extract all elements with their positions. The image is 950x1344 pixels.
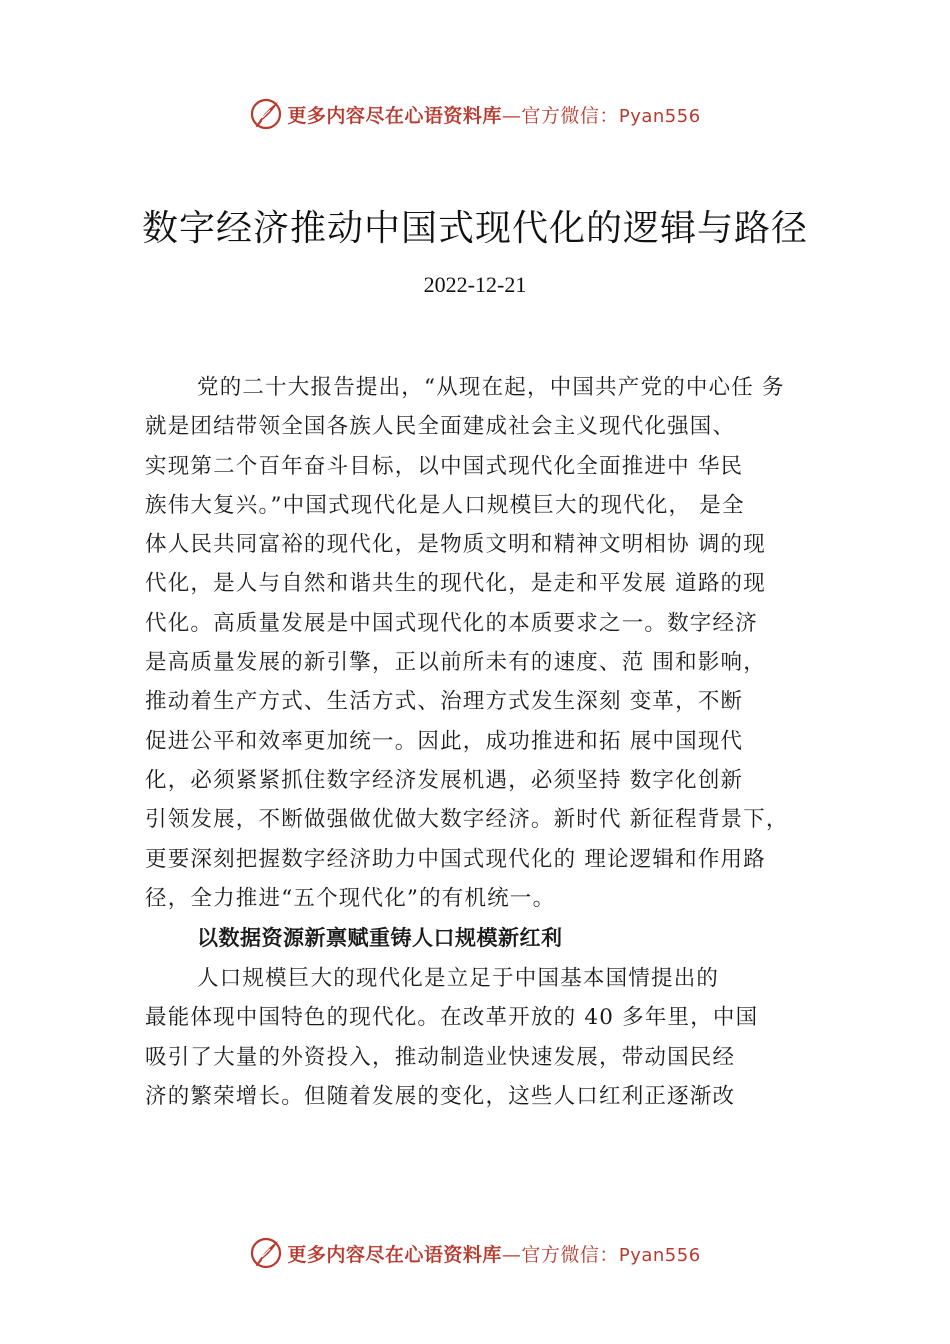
banner-site-name: 更多内容尽在心语资料库 <box>287 104 502 127</box>
quill-logo-icon <box>249 97 283 131</box>
document-date: 2022-12-21 <box>423 272 527 297</box>
paragraph-1 <box>145 368 835 918</box>
text-line: 人口规模巨大的现代化是立足于中国基本国情提出的 <box>197 966 720 992</box>
banner-wechat-id: Pyan556 <box>618 1244 701 1266</box>
text-line: 是高质量发展的新引擎，正以前所未有的速度、范 围和影响， <box>145 650 766 676</box>
text-line: 化，必须紧紧抓住数字经济发展机遇，必须坚持 数字化创新 <box>145 767 744 793</box>
text-line: 最能体现中国特色的现代化。在改革开放的 40 多年里，中国 <box>145 1005 759 1031</box>
text-line: 更要深刻把握数字经济助力中国式现代化的 理论逻辑和作用路 <box>145 846 766 872</box>
document-title: 数字经济推动中国式现代化的逻辑与路径 <box>141 208 808 249</box>
banner-wechat-label: 官方微信： <box>521 1243 619 1266</box>
quill-logo-icon <box>249 1236 283 1270</box>
banner-separator: — <box>501 104 522 127</box>
paragraph-2 <box>145 959 835 1116</box>
text-line: 代化，是人与自然和谐共生的现代化，是走和平发展 道路的现 <box>145 571 766 597</box>
section-heading: 以数据资源新禀赋重铸人口规模新红利 <box>197 926 563 951</box>
banner-text <box>287 1240 700 1267</box>
header-banner <box>0 94 950 134</box>
text-line: 族伟大复兴。”中国式现代化是人口规模巨大的现代化， 是全 <box>145 492 745 518</box>
banner-separator: — <box>501 1243 522 1266</box>
text-line: 推动着生产方式、生活方式、治理方式发生深刻 变革，不断 <box>145 689 744 715</box>
text-line: 就是团结带领全国各族人民全面建成社会主义现代化强国、 <box>145 414 736 440</box>
banner-wechat-id: Pyan556 <box>618 105 701 127</box>
document-body <box>145 368 835 1116</box>
text-line: 党的二十大报告提出，“从现在起，中国共产党的中心任 务 <box>197 375 785 400</box>
banner-wechat-label: 官方微信： <box>521 104 619 127</box>
text-line: 济的繁荣增长。但随着发展的变化，这些人口红利正逐渐改 <box>145 1084 736 1110</box>
text-line: 引领发展，不断做强做优做大数字经济。新时代 新征程背景下， <box>145 807 789 833</box>
footer-banner <box>0 1233 950 1273</box>
text-line: 吸引了大量的外资投入，推动制造业快速发展，带动国民经 <box>145 1044 736 1070</box>
text-line: 代化。高质量发展是中国式现代化的本质要求之一。数字经济 <box>145 610 758 636</box>
text-line: 体人民共同富裕的现代化，是物质文明和精神文明相协 调的现 <box>145 532 766 558</box>
banner-text <box>287 101 700 128</box>
text-line: 促进公平和效率更加统一。因此，成功推进和拓 展中国现代 <box>145 728 744 754</box>
banner-site-name: 更多内容尽在心语资料库 <box>287 1243 502 1266</box>
text-line: 径，全力推进“五个现代化”的有机统一。 <box>145 885 556 911</box>
text-line: 实现第二个百年奋斗目标，以中国式现代化全面推进中 华民 <box>145 453 744 479</box>
